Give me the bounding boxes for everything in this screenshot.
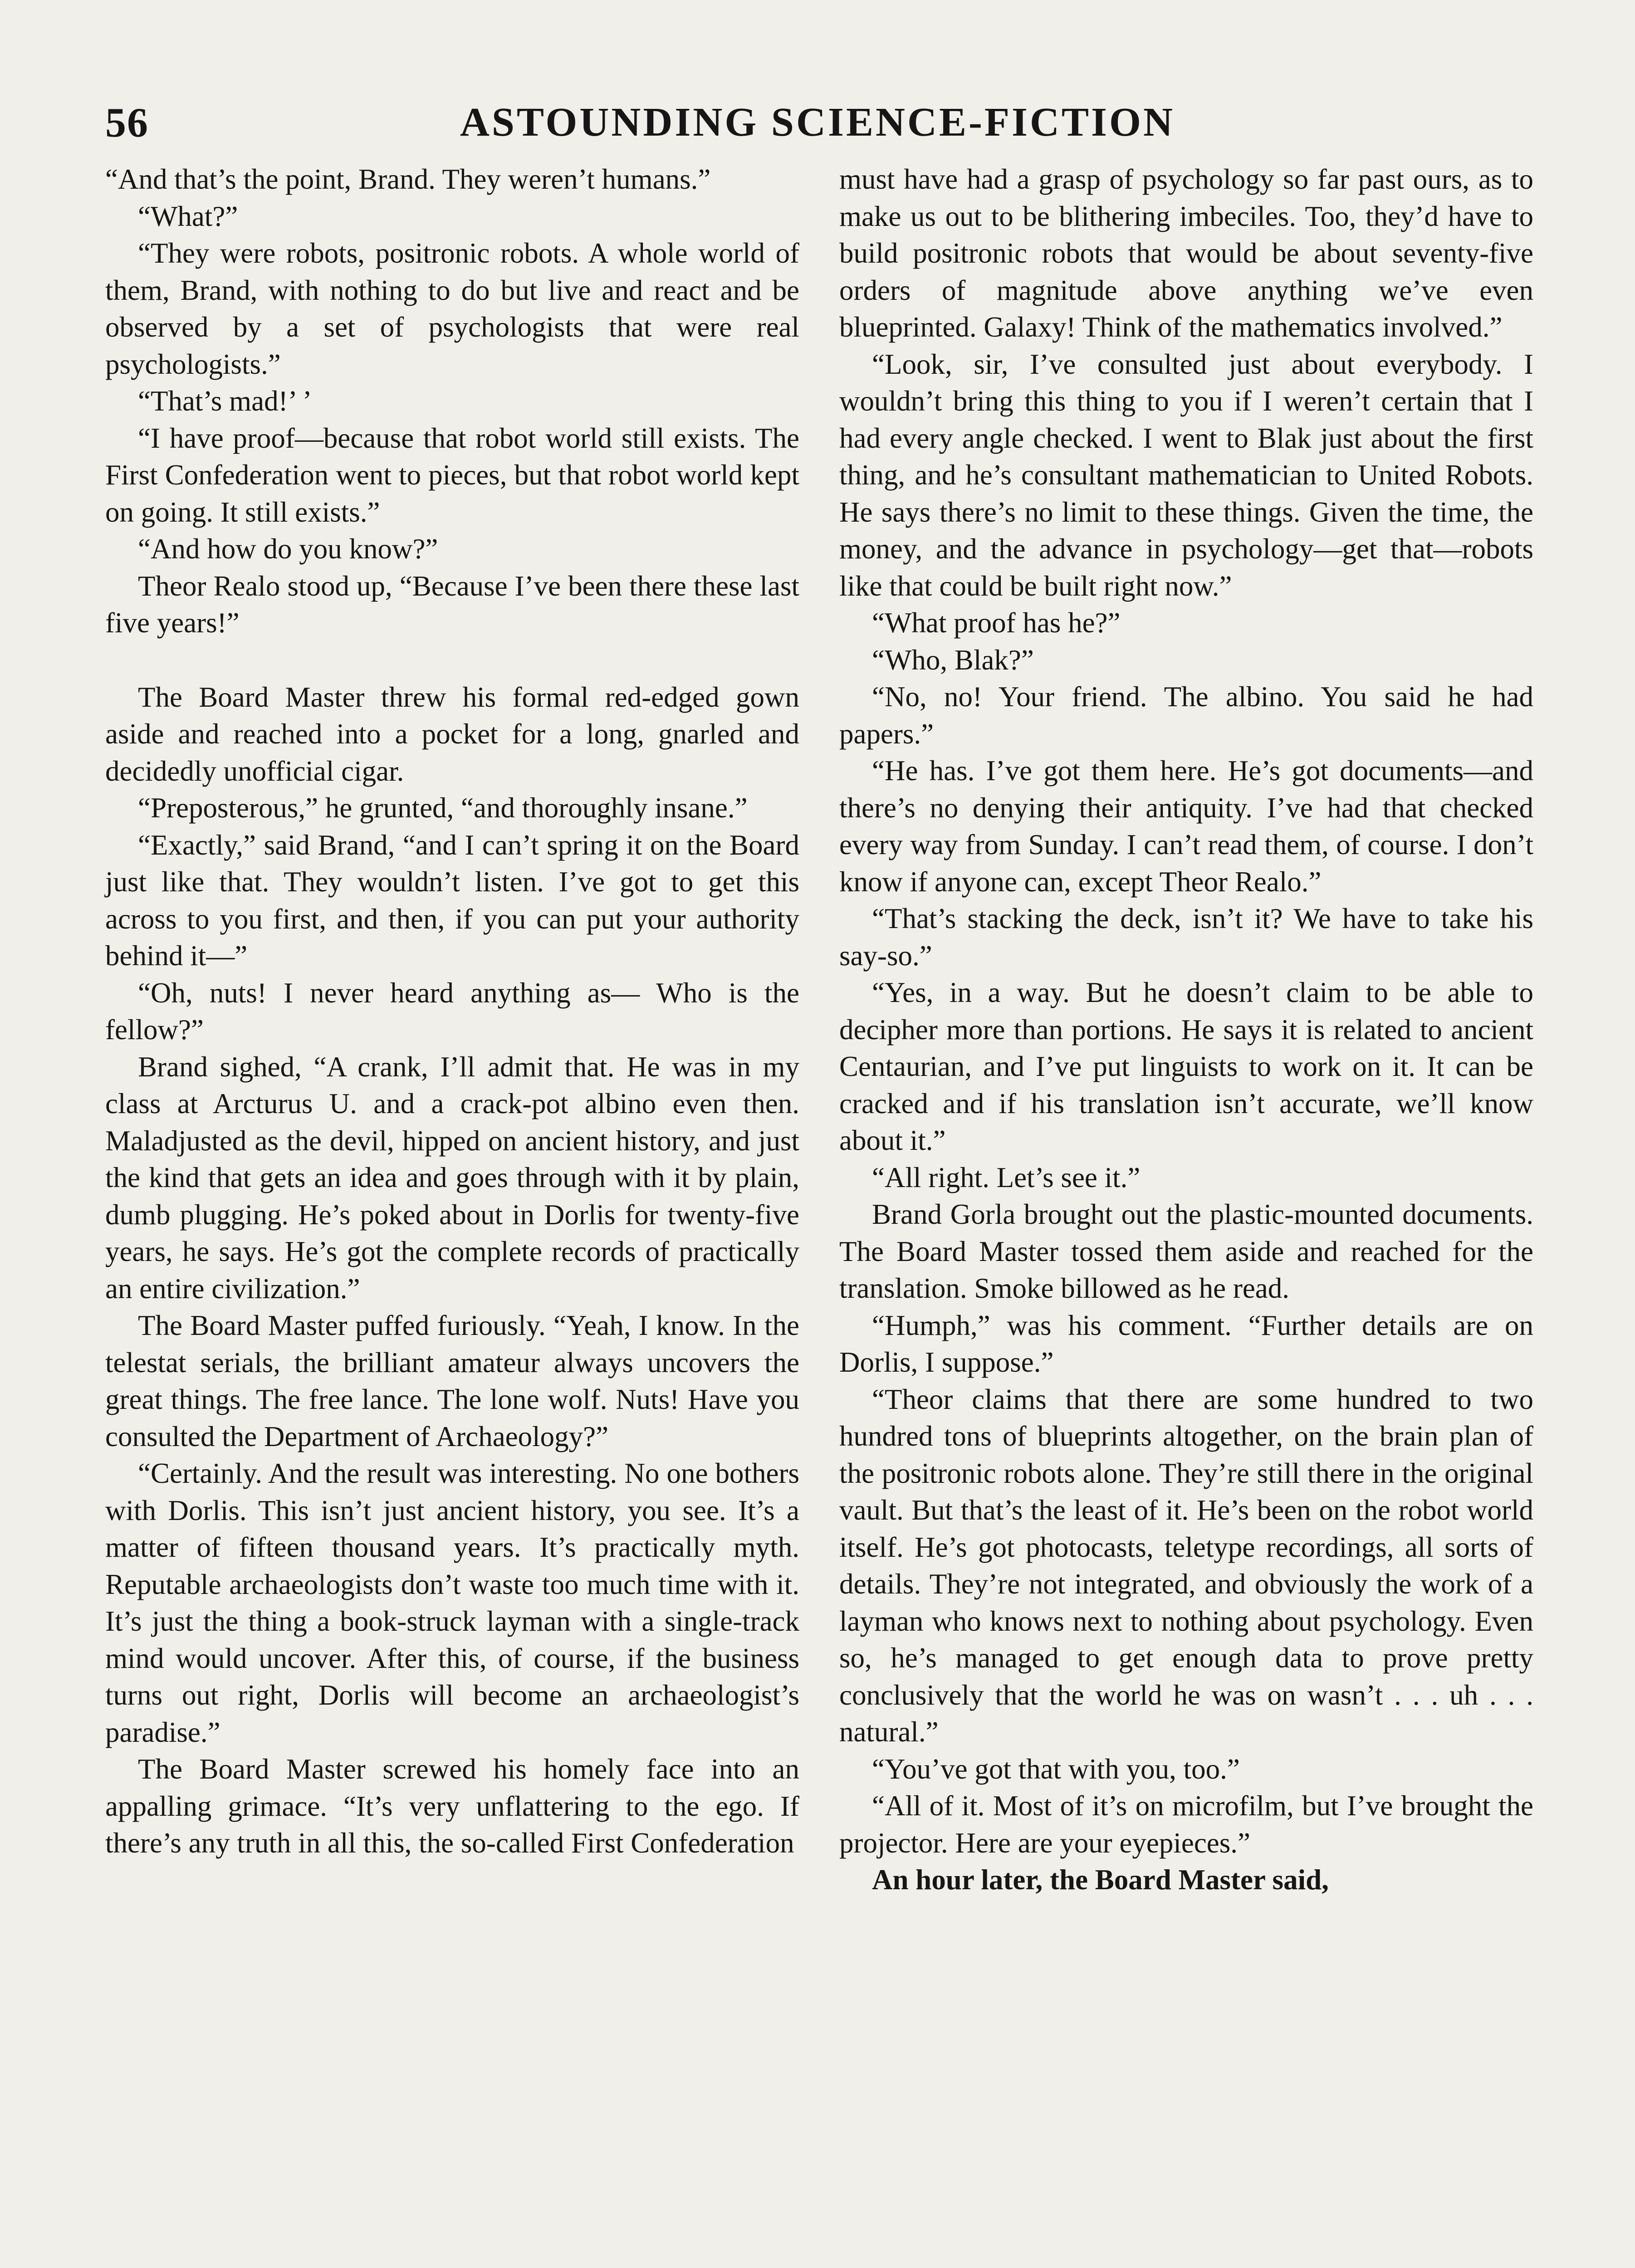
paragraph: “That’s mad!’ ’ [138, 385, 312, 417]
paragraph: “Theor claims that there are some hundred to two hundred tons of blueprints altogether, on the brain plan of the positronic robots alone. They’re still there in the original vault. But that’s the least of it. He’s been on the robot world itself. He’s got photocasts, teletype recordings, all sorts of details. They’re not integrated, and obviously the work of a layman who knows next to nothing about psychology. Even so, he’s managed to get enough data to prove pretty conclusively that the world he was on wasn’t . . . uh . . . natural.” [839, 1383, 1533, 1748]
paragraph: must have had a grasp of psychology so far past ours, as to make us out to be blithering imbeciles. Too, they’d have to build positronic robots that would be about seventy-five orders of magnitude above anything we’ve even blueprinted. Galaxy! Think of the mathematics involved.” [839, 163, 1533, 343]
paragraph: “I have proof—because that robot world still exists. The First Confederation went to pieces, but that robot world kept on going. It still exists.” [105, 422, 799, 528]
paragraph: “Humph,” was his comment. “Further details are on Dorlis, I suppose.” [839, 1309, 1533, 1378]
paragraph: “Certainly. And the result was interesting. No one bothers with Dorlis. This isn’t just ancient history, you see. It’s a matter of fifteen thousand years. It’s practically myth. Reputable archaeologists don’t waste too much time with it. It’s just the thing a book-struck layman with a single-track mind would uncover. After this, of course, if the business turns out right, Dorlis will become an archaeologist’s paradise.” [105, 1457, 799, 1748]
paragraph: “Preposterous,” he grunted, “and thoroughly insane.” [138, 792, 748, 824]
paragraph: “No, no! Your friend. The albino. You said he had papers.” [839, 681, 1533, 750]
paragraph: The Board Master threw his formal red-edged gown aside and reached into a pocket for a long, gnarled and decidedly unofficial cigar. [105, 681, 799, 787]
paragraph: “He has. I’ve got them here. He’s got documents—and there’s no denying their antiquity. I’ve had that checked every way from Sunday. I can’t read them, of course. I don’t know if anyone can, except Theor Realo.” [839, 755, 1533, 898]
paragraph: “All of it. Most of it’s on microfilm, but I’ve brought the projector. Here are your eyepieces.” [839, 1790, 1533, 1859]
paragraph: “What?” [138, 200, 238, 232]
right-column [839, 161, 1533, 1899]
paragraph: “What proof has he?” [872, 607, 1121, 639]
paragraph: Brand Gorla brought out the plastic-mounted documents. The Board Master tossed them aside and reached for the translation. Smoke billowed as he read. [839, 1198, 1533, 1304]
paragraph: The Board Master screwed his homely face into an appalling grimace. “It’s very unflattering to the ego. If there’s any truth in all this, the so-called First Confederation [105, 1753, 799, 1859]
paragraph: “Exactly,” said Brand, “and I can’t spring it on the Board just like that. They wouldn’t listen. I’ve got to get this across to you first, and then, if you can put your authority behind it—” [105, 829, 799, 972]
paragraph: “Yes, in a way. But he doesn’t claim to be able to decipher more than portions. He says it is related to ancient Centaurian, and I’ve put linguists to work on it. It can be cracked and if his translation isn’t accurate, we’ll know about it.” [839, 977, 1533, 1156]
paragraph: “Oh, nuts! I never heard anything as— Who is the fellow?” [105, 977, 799, 1046]
paragraph: “All right. Let’s see it.” [872, 1161, 1141, 1193]
paragraph: “Look, sir, I’ve consulted just about everybody. I wouldn’t bring this thing to you if I weren’t certain that I had every angle checked. I went to Blak just about the first thing, and he’s consultant mathematician to United Robots. He says there’s no limit to these things. Given the time, the money, and the advance in psychology—get that—robots like that could be built right now.” [839, 348, 1533, 602]
paragraph: Theor Realo stood up, “Because I’ve been there these last five years!” [105, 570, 799, 639]
paragraph: Brand sighed, “A crank, I’ll admit that. He was in my class at Arcturus U. and a crack-pot albino even then. Maladjusted as the devil, hipped on ancient history, and just the kind that gets an idea and goes through with it by plain, dumb plugging. He’s poked about in Dorlis for twenty-five years, he says. He’s got the complete records of practically an entire civilization.” [105, 1051, 799, 1305]
paragraph: “You’ve got that with you, too.” [872, 1753, 1240, 1785]
paragraph: The Board Master puffed furiously. “Yeah, I know. In the telestat serials, the brilliant amateur always uncovers the great things. The free lance. The lone wolf. Nuts! Have you consulted the Department of Archaeology?” [105, 1310, 799, 1452]
running-title: ASTOUNDING SCIENCE-FICTION [460, 100, 1175, 145]
paragraph: “And that’s the point, Brand. They weren’t humans.” [105, 163, 711, 195]
paragraph: “And how do you know?” [138, 533, 438, 565]
paragraph: “That’s stacking the deck, isn’t it? We have to take his say-so.” [839, 903, 1533, 972]
left-column [105, 161, 799, 1862]
page-number: 56 [105, 99, 149, 146]
paragraph: “They were robots, positronic robots. A whole world of them, Brand, with nothing to do but live and react and be observed by a set of psychologists that were real psychologists.” [105, 237, 799, 380]
page-header [105, 91, 1530, 154]
paragraph: An hour later, the Board Master said, [872, 1864, 1329, 1896]
paragraph: “Who, Blak?” [872, 644, 1034, 676]
